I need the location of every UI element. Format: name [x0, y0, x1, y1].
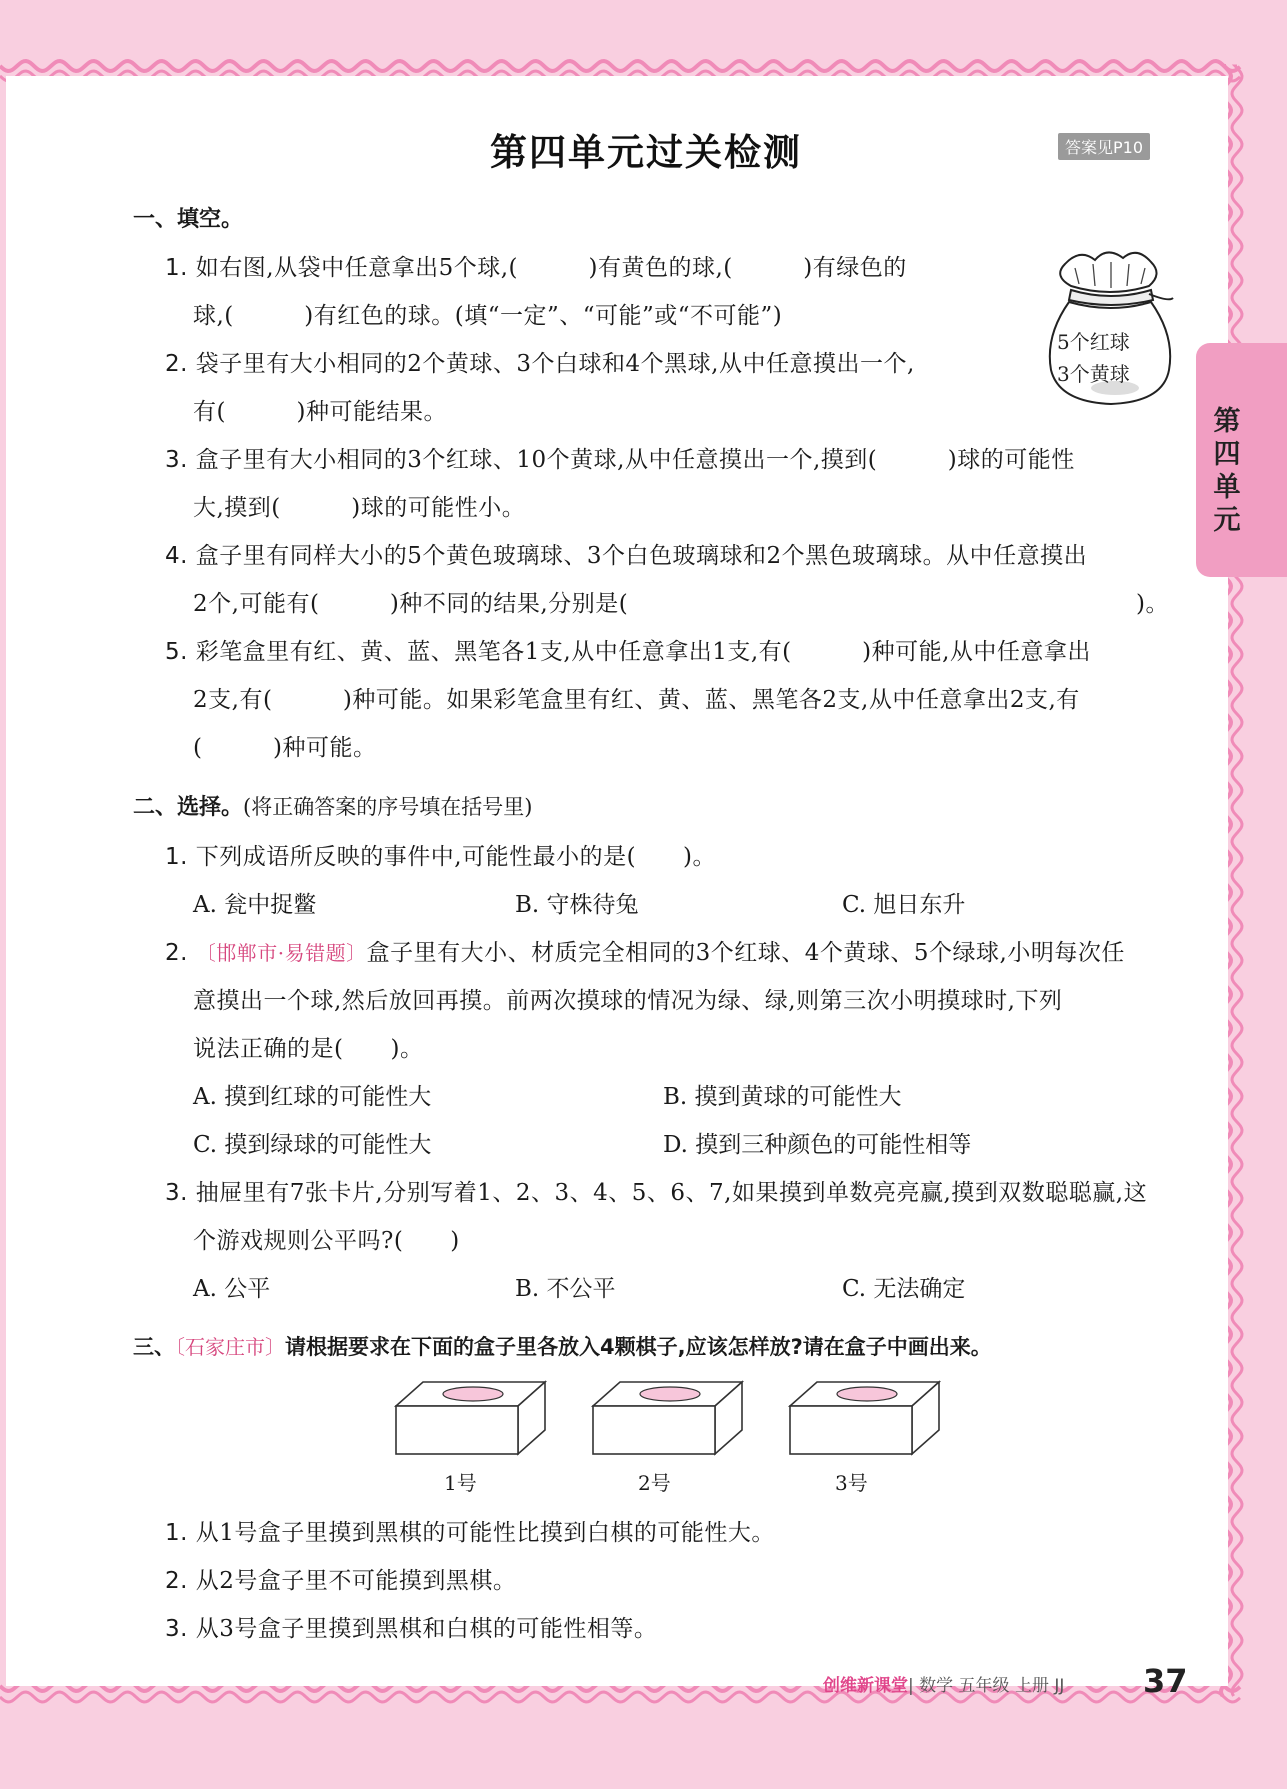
- q1-4-line2-close: )。: [1136, 591, 1169, 617]
- q2-1-option-c: C. 旭日东升: [842, 892, 966, 918]
- page-title: 第四单元过关检测: [490, 131, 802, 174]
- page-number: 37: [1143, 1662, 1188, 1700]
- footer-info: 创维新课堂| 数学 五年级 上册 JJ: [823, 1676, 1065, 1696]
- q1-5-line2: 2支,有( )种可能。如果彩笔盒里有红、黄、蓝、黑笔各2支,从中任意拿出2支,有: [193, 687, 1080, 713]
- section-2-heading: 二、选择。(将正确答案的序号填在括号里): [133, 795, 533, 820]
- q2-3-option-c: C. 无法确定: [842, 1276, 966, 1302]
- q2-2-option-b: B. 摸到黄球的可能性大: [663, 1084, 902, 1110]
- bag-label-yellow: 3个黄球: [1057, 362, 1130, 386]
- q2-1-option-a: A. 瓮中捉鳖: [193, 892, 317, 918]
- q2-2-line3: 说法正确的是( )。: [193, 1036, 424, 1062]
- unit-side-tab: [1196, 343, 1287, 577]
- box-1[interactable]: [393, 1378, 553, 1458]
- q2-3-option-b: B. 不公平: [515, 1276, 616, 1302]
- box-2[interactable]: [590, 1378, 750, 1458]
- q3-item-1: 1. 从1号盒子里摸到黑棋的可能性比摸到白棋的可能性大。: [165, 1520, 775, 1546]
- box-1-label: 1号: [444, 1471, 477, 1495]
- unit-side-tab-label: 第四单元: [1213, 406, 1241, 536]
- q2-3-option-a: A. 公平: [193, 1276, 271, 1302]
- q1-3-line2: 大,摸到( )球的可能性小。: [193, 495, 526, 521]
- q2-2-option-d: D. 摸到三种颜色的可能性相等: [663, 1132, 972, 1158]
- q2-2-line2: 意摸出一个球,然后放回再摸。前两次摸球的情况为绿、绿,则第三次小明摸球时,下列: [193, 988, 1063, 1014]
- q2-3-line2: 个游戏规则公平吗?( ): [193, 1228, 460, 1254]
- section-3-source-tag: 〔石家庄市〕: [175, 1335, 285, 1359]
- answer-reference-badge: 答案见P10: [1058, 133, 1150, 160]
- box-3-label: 3号: [835, 1471, 868, 1495]
- q1-2-line2: 有( )种可能结果。: [193, 399, 447, 425]
- q2-2-option-c: C. 摸到绿球的可能性大: [193, 1132, 432, 1158]
- q2-3-line1: 3. 抽屉里有7张卡片,分别写着1、2、3、4、5、6、7,如果摸到单数亮亮赢,摸到双数聪聪赢,这: [165, 1180, 1148, 1206]
- q2-1-text: 1. 下列成语所反映的事件中,可能性最小的是( )。: [165, 844, 717, 870]
- section-3-heading: 三、〔石家庄市〕请根据要求在下面的盒子里各放入4颗棋子,应该怎样放?请在盒子中画出来。: [133, 1335, 992, 1359]
- box-3[interactable]: [787, 1378, 947, 1458]
- q3-item-2: 2. 从2号盒子里不可能摸到黑棋。: [165, 1568, 517, 1594]
- q2-2-option-a: A. 摸到红球的可能性大: [193, 1084, 432, 1110]
- q1-5-line1: 5. 彩笔盒里有红、黄、蓝、黑笔各1支,从中任意拿出1支,有( )种可能,从中任意拿出: [165, 639, 1091, 665]
- bag-label-red: 5个红球: [1057, 330, 1130, 354]
- q1-1-line2: 球,( )有红色的球。(填“一定”、“可能”或“不可能”): [193, 303, 783, 329]
- q2-1-option-b: B. 守株待兔: [515, 892, 639, 918]
- q2-2-line1: 2. 〔邯郸市·易错题〕盒子里有大小、材质完全相同的3个红球、4个黄球、5个绿球,小明每次任: [165, 940, 1125, 966]
- q1-1-line1: 1. 如右图,从袋中任意拿出5个球,( )有黄色的球,( )有绿色的: [165, 255, 907, 281]
- q1-4-line1: 4. 盒子里有同样大小的5个黄色玻璃球、3个白色玻璃球和2个黑色玻璃球。从中任意摸出: [165, 543, 1088, 569]
- box-2-label: 2号: [638, 1471, 671, 1495]
- footer-brand: 创维新课堂: [823, 1676, 908, 1696]
- q1-4-line2: 2个,可能有( )种不同的结果,分别是(: [193, 591, 629, 617]
- section-1-heading: 一、填空。: [133, 207, 244, 232]
- q1-5-line3: ( )种可能。: [193, 735, 377, 761]
- q1-2-line1: 2. 袋子里有大小相同的2个黄球、3个白球和4个黑球,从中任意摸出一个,: [165, 351, 915, 377]
- q3-item-3: 3. 从3号盒子里摸到黑棋和白棋的可能性相等。: [165, 1616, 658, 1642]
- q1-3-line1: 3. 盒子里有大小相同的3个红球、10个黄球,从中任意摸出一个,摸到( )球的可能性: [165, 447, 1075, 473]
- q2-2-source-tag: 〔邯郸市·易错题〕: [195, 941, 367, 965]
